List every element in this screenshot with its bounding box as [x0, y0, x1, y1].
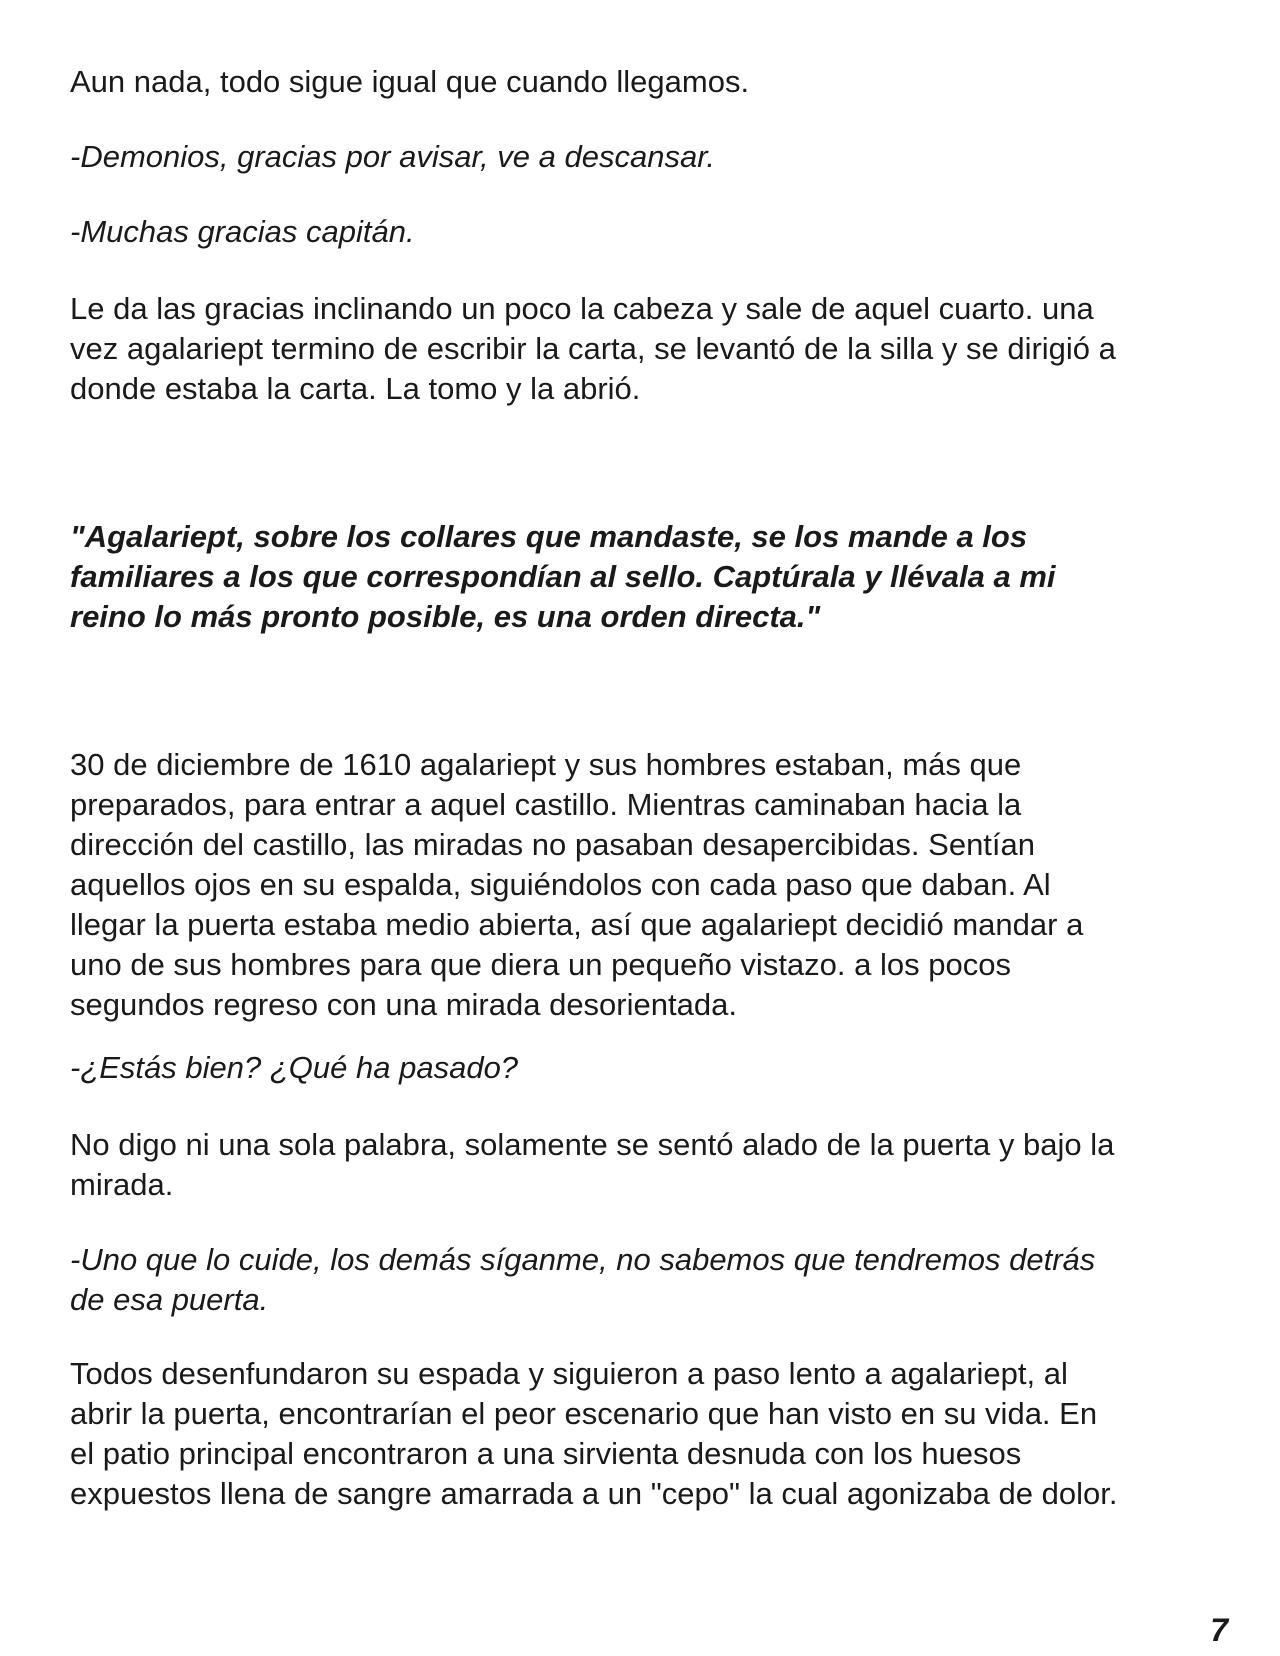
- paragraph-2: Le da las gracias inclinando un poco la cabeza y sale de aquel cuarto. una vez agalariept termino de escribir la carta, se levantó de la silla y se dirigió a donde estaba la carta. La tomo y la abrió.: [70, 291, 1116, 406]
- page-number: 7: [1210, 1612, 1228, 1648]
- dialogue-3: -¿Estás bien? ¿Qué ha pasado?: [70, 1050, 519, 1085]
- paragraph-3: 30 de diciembre de 1610 agalariept y sus hombres estaban, más que preparados, para entrar a aquel castillo. Mientras caminaban hacia la dirección del castillo, las miradas no pasaban desapercibidas. Sentían aquellos ojos en su espalda, siguiéndolos con cada paso que daban. Al llegar la puerta estaba medio abierta, así que agalariept decidió mandar a uno de sus hombres para que diera un pequeño vistazo. a los pocos segundos regreso con una mirada desorientada.: [70, 747, 1084, 1022]
- paragraph-4: No digo ni una sola palabra, solamente se sentó alado de la puerta y bajo la mirada.: [70, 1127, 1115, 1202]
- dialogue-1: -Demonios, gracias por avisar, ve a descansar.: [70, 139, 715, 174]
- letter-quote: "Agalariept, sobre los collares que mandaste, se los mande a los familiares a los que correspondían al sello. Captúrala y llévala a mi reino lo más pronto posible, es una orden directa.": [70, 519, 1056, 634]
- paragraph-5: Todos desenfundaron su espada y siguieron a paso lento a agalariept, al abrir la puerta, encontrarían el peor escenario que han visto en su vida. En el patio principal encontraron a una sirvienta desnuda con los huesos expuestos llena de sangre amarrada a un "cepo" la cual agonizaba de dolor.: [70, 1356, 1118, 1511]
- paragraph-1: Aun nada, todo sigue igual que cuando llegamos.: [70, 64, 750, 99]
- dialogue-2: -Muchas gracias capitán.: [70, 214, 415, 249]
- dialogue-4: -Uno que lo cuide, los demás síganme, no sabemos que tendremos detrás de esa puerta.: [70, 1242, 1096, 1317]
